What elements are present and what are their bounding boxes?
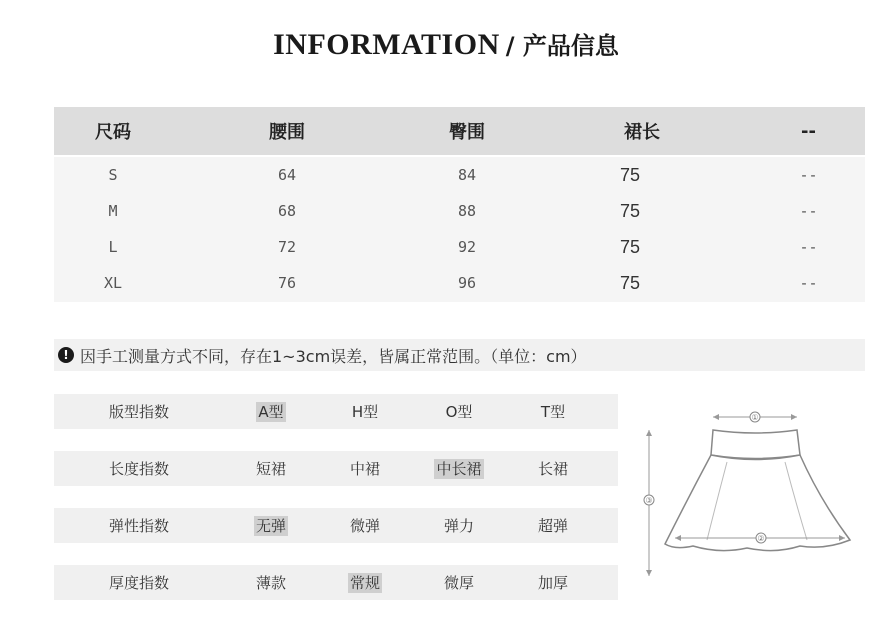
notice-text: 因手工测量方式不同，存在1~3cm误差，皆属正常范围。（单位：cm） (80, 346, 587, 366)
index-label: 弹性指数 (108, 517, 169, 535)
index-option: 微弹 (349, 517, 380, 535)
index-option-selected: 无弹 (255, 517, 286, 535)
cell-size: M (108, 202, 118, 220)
title-en: INFORMATION (273, 28, 500, 61)
index-option: 超弹 (537, 517, 568, 535)
cell-extra: -- (799, 274, 818, 292)
page-title (0, 26, 892, 62)
skirt-waistband (711, 430, 800, 459)
cell-length: 75 (620, 236, 641, 257)
index-option: 加厚 (537, 574, 568, 592)
table-row (54, 157, 865, 193)
label-3: ③ (645, 496, 653, 505)
header-hip: 臀围 (449, 122, 485, 143)
header-extra: -- (801, 120, 816, 142)
cell-hip: 84 (457, 166, 477, 184)
cell-size: L (108, 238, 118, 256)
index-option: 中裙 (349, 460, 380, 478)
cell-waist: 68 (277, 202, 297, 220)
cell-length: 75 (620, 200, 641, 221)
index-option: 长裙 (537, 460, 568, 478)
header-size: 尺码 (95, 122, 131, 143)
label-1: ① (751, 413, 759, 422)
index-row-elasticity (54, 508, 618, 543)
index-table (54, 394, 618, 622)
exclamation-icon: ! (58, 347, 74, 363)
index-option: 微厚 (443, 574, 474, 592)
index-option: T型 (540, 403, 566, 421)
cell-length: 75 (620, 164, 641, 185)
cell-size: S (108, 166, 118, 184)
size-table (54, 107, 865, 302)
cell-size: XL (103, 274, 123, 292)
cell-hip: 92 (457, 238, 477, 256)
index-label: 厚度指数 (108, 574, 169, 592)
table-row (54, 265, 865, 301)
cell-waist: 64 (277, 166, 297, 184)
size-table-header (54, 107, 865, 155)
index-option: O型 (445, 403, 473, 421)
cell-hip: 88 (457, 202, 477, 220)
header-waist: 腰围 (269, 122, 305, 143)
size-table-body (54, 157, 865, 302)
table-row (54, 193, 865, 229)
cell-extra: -- (799, 238, 818, 256)
cell-extra: -- (799, 202, 818, 220)
index-option: H型 (351, 403, 379, 421)
index-option: 短裙 (255, 460, 286, 478)
cell-waist: 72 (277, 238, 297, 256)
index-option: 弹力 (443, 517, 474, 535)
header-length: 裙长 (624, 122, 660, 143)
label-2: ② (757, 534, 765, 543)
measurement-notice (54, 339, 865, 371)
cell-hip: 96 (457, 274, 477, 292)
index-option-selected: 常规 (349, 574, 380, 592)
index-label: 长度指数 (108, 460, 169, 478)
index-option-selected: 中长裙 (436, 460, 482, 478)
index-row-fit (54, 394, 618, 429)
index-option: 薄款 (255, 574, 286, 592)
index-row-thickness (54, 565, 618, 600)
index-row-length (54, 451, 618, 486)
index-label: 版型指数 (108, 403, 169, 421)
index-option-selected: A型 (258, 403, 284, 421)
table-row (54, 229, 865, 265)
title-zh: / 产品信息 (505, 32, 619, 60)
skirt-measurement-diagram (635, 400, 875, 590)
cell-length: 75 (620, 272, 641, 293)
cell-extra: -- (799, 166, 818, 184)
cell-waist: 76 (277, 274, 297, 292)
